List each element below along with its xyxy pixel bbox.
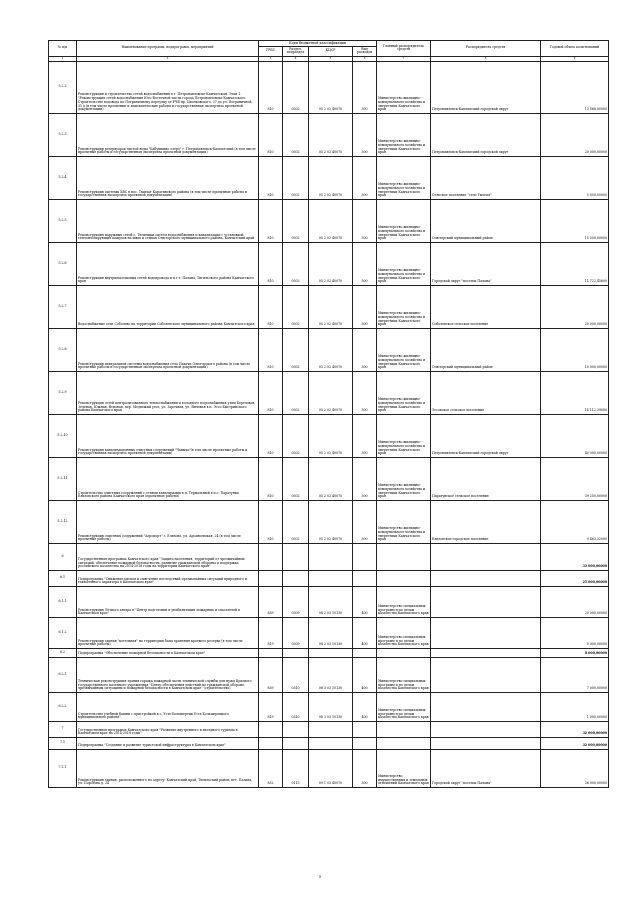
row-glavny [377, 543, 431, 570]
row-number: 5.2.10 [49, 414, 77, 457]
row-razdel: 0309 [283, 586, 309, 617]
table-row [49, 285, 609, 328]
table-row [49, 199, 609, 242]
row-raspor: Паратунское сельское поселение [431, 457, 541, 500]
row-vid [353, 737, 377, 749]
row-ksr [309, 737, 353, 749]
row-grbs: 839 [259, 657, 283, 692]
row-amount: 8 000,00000 [541, 648, 609, 657]
row-amount: 26 000,00000 [541, 749, 609, 787]
budget-table-page [48, 40, 608, 788]
row-glavny: Министерство специальных программ и по делам казачества Камчатского края [377, 617, 431, 648]
row-ksr: 05 2 02 40070 [309, 414, 353, 457]
row-raspor: Петропавловск-Камчатский городской округ [431, 113, 541, 156]
row-number: 5.2.8 [49, 328, 77, 371]
row-vid: 500 [353, 500, 377, 543]
row-glavny: Министерство жилищно-коммунального хозяйства и энергетики Камчатского края [377, 371, 431, 414]
row-amount: 25 000,00000 [541, 570, 609, 586]
row-number: 5.2.2 [49, 61, 77, 113]
row-name: Водоснабжение села Соболево на территории Соболевского муниципального района Камчатского края [77, 285, 259, 328]
row-amount: 40 000,00000 [541, 414, 609, 457]
table-row [49, 737, 609, 749]
table-row [49, 648, 609, 657]
row-raspor: Олюторский муниципальный район [431, 199, 541, 242]
row-number: 7.1 [49, 737, 77, 749]
column-index: 2 [77, 56, 259, 61]
row-amount: 13 568,00000 [541, 61, 609, 113]
row-amount: 20 000,00000 [541, 113, 609, 156]
row-vid [353, 721, 377, 737]
row-grbs: 819 [259, 617, 283, 648]
row-name: Государственная программа Камчатского края "Развитие внутреннего и въездного туризма в Камчатском крае на 2014-2018 годы" [77, 721, 259, 737]
row-amount: 9 463,32000 [541, 500, 609, 543]
row-name: Реконструкция внутрипоселковых сетей водопровода в п.г.т. Палана, Тигильского района Камчатского края [77, 242, 259, 285]
row-name: Подпрограмма "Создание и развитие туристской инфраструктуры в Камчатском крае" [77, 737, 259, 749]
row-raspor: Петропавловск-Камчатский городской округ [431, 61, 541, 113]
row-grbs: 839 [259, 586, 283, 617]
row-amount: 20 000,00000 [541, 586, 609, 617]
table-row [49, 692, 609, 721]
row-ksr [309, 648, 353, 657]
row-amount: 14 112,39000 [541, 371, 609, 414]
row-glavny [377, 737, 431, 749]
row-razdel: 0502 [283, 199, 309, 242]
row-vid: 400 [353, 657, 377, 692]
row-name: Реконструкция наружных сетей с. Тиличики систем водоснабжения и канализации с установкой теплоизолирующих кожухов на швах и стыках Олюторского муниципального района, Камчатский край [77, 199, 259, 242]
row-vid: 400 [353, 617, 377, 648]
row-number: 5.2.4 [49, 156, 77, 199]
col-grbs-header: ГРБС [259, 46, 283, 56]
row-glavny: Министерство специальных программ и по делам казачества Камчатского края [377, 657, 431, 692]
row-number: 6.1 [49, 570, 77, 586]
column-index: 3 [259, 56, 283, 61]
row-razdel: 0310 [283, 692, 309, 721]
row-ksr: 05 2 02 40070 [309, 242, 353, 285]
row-ksr: 05 2 02 40070 [309, 113, 353, 156]
table-row [49, 414, 609, 457]
row-ksr: 05 2 02 40070 [309, 500, 353, 543]
row-grbs: 810 [259, 285, 283, 328]
row-grbs: 810 [259, 457, 283, 500]
row-raspor: Эссовское сельское поселение [431, 371, 541, 414]
row-name: Реконструкция очистных сооружений "Аэропорт" г. Елизово, ул. Арсаньевская, 24 (в том числе проектные работы) [77, 500, 259, 543]
row-razdel: 0502 [283, 113, 309, 156]
row-amount: 1 000,00000 [541, 692, 609, 721]
row-number: 5.2.11 [49, 457, 77, 500]
page-number: 5 [318, 874, 322, 879]
row-razdel: 0502 [283, 457, 309, 500]
row-name: Реконструкция сетей централизованного теплоснабжения и холодного водоснабжения улиц Березовая, Зеленая, Южная, Ясновая, пер. Медвежий угол, ул. Заречная, ул. Янчевая в п. Эссо Быстринского района Камчатского края [77, 371, 259, 414]
row-vid: 500 [353, 749, 377, 787]
table-row [49, 721, 609, 737]
row-name: Реконструкция и строительство сетей водоснабжения в г. Петропавловске-Камчатском. Этап 1. "Реконструкция сетей водоснабжения Юго-Восточной части города Петропавловска-Камчатского. Строительство водовода по Пограничному переулку от РЧВ пр. Циолковского, 37 до ул. Пограничной, 31 а (в том числе проектные и изыскательские работы и государственная экспертиза проектной документации) [77, 61, 259, 113]
row-raspor [431, 721, 541, 737]
row-razdel [283, 737, 309, 749]
col-amount-header: Годовой объем ассигнований [541, 41, 609, 57]
row-glavny: Министерство специальных программ и по делам казачества Камчатского края [377, 586, 431, 617]
row-razdel [283, 648, 309, 657]
row-vid: 500 [353, 457, 377, 500]
row-glavny [377, 648, 431, 657]
table-row [49, 61, 609, 113]
col-glavny-header: Главный распорядитель средств [377, 41, 431, 57]
row-raspor [431, 648, 541, 657]
row-grbs: 810 [259, 371, 283, 414]
row-razdel: 0502 [283, 61, 309, 113]
row-amount: 20 000,00000 [541, 285, 609, 328]
row-razdel [283, 570, 309, 586]
row-amount: 33 000,00000 [541, 543, 609, 570]
row-glavny: Министерство жилищно-коммунального хозяйства и энергетики Камчатского края [377, 199, 431, 242]
column-index: 5 [309, 56, 353, 61]
row-ksr: 08 2 03 10130 [309, 617, 353, 648]
col-codes-header: Коды бюджетной классификации [259, 41, 377, 47]
row-number: 6.2.2 [49, 692, 77, 721]
column-index: 6 [353, 56, 377, 61]
row-name: Реконструкция центральной системы водоснабжения села Пахачи Олюторского района (в том числе проектные работы и государственная экспертиза проектной документации) [77, 328, 259, 371]
row-ksr: 05 2 02 40070 [309, 285, 353, 328]
row-razdel: 0309 [283, 617, 309, 648]
row-number: 6.1.1 [49, 586, 77, 617]
col-ksr-header: КЦСР [309, 46, 353, 56]
row-number: 5.2.5 [49, 199, 77, 242]
row-ksr [309, 721, 353, 737]
row-ksr: 08 3 03 10130 [309, 692, 353, 721]
row-grbs [259, 721, 283, 737]
row-glavny: Министерство жилищно-коммунального хозяйства и энергетики Камчатского края [377, 61, 431, 113]
row-glavny: Министерство жилищно-коммунального хозяйства и энергетики Камчатского края [377, 113, 431, 156]
row-raspor [431, 657, 541, 692]
row-ksr: 05 2 02 40070 [309, 61, 353, 113]
row-grbs: 810 [259, 61, 283, 113]
column-index: 8 [431, 56, 541, 61]
row-raspor: Елизовское городское поселение [431, 500, 541, 543]
row-vid [353, 648, 377, 657]
row-glavny: Министерство жилищно-коммунального хозяйства и энергетики Камчатского края [377, 156, 431, 199]
row-grbs: 810 [259, 500, 283, 543]
row-ksr: 05 2 02 40070 [309, 199, 353, 242]
row-glavny: Министерство жилищно-коммунального хозяйства и энергетики Камчатского края [377, 285, 431, 328]
row-glavny [377, 570, 431, 586]
row-razdel: 0502 [283, 414, 309, 457]
row-raspor: Петропавловск-Камчатский городской округ [431, 414, 541, 457]
row-name: Подпрограмма "Обеспечение пожарной безопасности в Камчатском крае" [77, 648, 259, 657]
row-grbs [259, 570, 283, 586]
row-grbs: 810 [259, 328, 283, 371]
col-vid-header: Вид расходов [353, 46, 377, 56]
row-ksr: 05 2 02 40070 [309, 328, 353, 371]
row-grbs [259, 648, 283, 657]
row-razdel: 0502 [283, 328, 309, 371]
row-grbs: 810 [259, 242, 283, 285]
table-row [49, 617, 609, 648]
row-vid: 500 [353, 285, 377, 328]
row-number: 5.2.7 [49, 285, 77, 328]
row-amount: 32 000,00000 [541, 737, 609, 749]
table-row [49, 457, 609, 500]
row-number: 5.2.3 [49, 113, 77, 156]
row-glavny: Министерство имущественных и земельных отношений Камчатского края [377, 749, 431, 787]
row-grbs [259, 543, 283, 570]
row-razdel: 0502 [283, 242, 309, 285]
row-raspor [431, 570, 541, 586]
row-ksr: 05 2 02 40070 [309, 457, 353, 500]
row-glavny: Министерство жилищно-коммунального хозяйства и энергетики Камчатского края [377, 328, 431, 371]
row-glavny: Министерство жилищно-коммунального хозяйства и энергетики Камчатского края [377, 414, 431, 457]
col-razdel-header: Раздел, подраздел [283, 46, 309, 56]
row-ksr: 05 2 02 40070 [309, 371, 353, 414]
row-ksr [309, 570, 353, 586]
row-amount: 5 000,00000 [541, 156, 609, 199]
table-row [49, 371, 609, 414]
col-raspor-header: Распорядитель средств [431, 41, 541, 57]
row-ksr [309, 543, 353, 570]
row-ksr: 08 2 03 10130 [309, 586, 353, 617]
table-row [49, 113, 609, 156]
table-row [49, 242, 609, 285]
row-raspor [431, 737, 541, 749]
row-razdel [283, 543, 309, 570]
row-number: 6.2 [49, 648, 77, 657]
row-razdel: 0502 [283, 500, 309, 543]
row-raspor [431, 543, 541, 570]
row-razdel: 0310 [283, 657, 309, 692]
row-grbs [259, 737, 283, 749]
row-raspor [431, 617, 541, 648]
row-name: Государственная программа Камчатского края "Защита населения, территорий от чрезвычайных ситуаций, обеспечение пожарной безопасности, развитие гражданской обороны и поддержка российского казачества на 2014-2018 годы на территории Камчатского края" [77, 543, 259, 570]
row-name: Реконструкция канализационных очистных сооружений "Чавыча"(в том числе проектные работы и государственная экспертиза проектной документации) [77, 414, 259, 457]
row-number: 6.2.1 [49, 657, 77, 692]
row-amount: 39 250,00000 [541, 457, 609, 500]
row-amount: 32 000,00000 [541, 721, 609, 737]
row-name: Реконструкция Лётного ангара в "Центр подготовки и реабилитации пожарных и спасателей в Камчатском крае" [77, 586, 259, 617]
row-name: Подпрограмма "Снижение рисков и смягчение последствий чрезвычайных ситуаций природного и техногенного характера в Камчатском крае" [77, 570, 259, 586]
row-grbs: 810 [259, 199, 283, 242]
row-number: 6 [49, 543, 77, 570]
table-row [49, 156, 609, 199]
table-row [49, 328, 609, 371]
row-amount: 15 500,00000 [541, 199, 609, 242]
row-vid: 500 [353, 113, 377, 156]
row-name: Реконструкция резервуаров чистой воды "Бабушкино озеро" г. Петропавловск-Камчатский (в том числе проектные работы и государственная экспертиза проектной документации) [77, 113, 259, 156]
row-grbs: 810 [259, 414, 283, 457]
column-index: 4 [283, 56, 309, 61]
row-raspor: Городской округ "поселок Палана" [431, 242, 541, 285]
row-vid: 500 [353, 242, 377, 285]
row-vid: 500 [353, 199, 377, 242]
column-index: 9 [541, 56, 609, 61]
row-amount: 5 000,00000 [541, 617, 609, 648]
row-ksr: 08 3 03 10130 [309, 657, 353, 692]
row-glavny: Министерство жилищно-коммунального хозяйства и энергетики Камчатского края [377, 242, 431, 285]
row-grbs: 810 [259, 113, 283, 156]
row-grbs: 810 [259, 156, 283, 199]
row-raspor [431, 692, 541, 721]
row-number: 7 [49, 721, 77, 737]
row-vid: 400 [353, 692, 377, 721]
col-num-header: № п/п [49, 41, 77, 57]
budget-allocation-table [48, 40, 609, 788]
row-name: Строительство учебной башни с пристройкой в с. Усть-Большерецк Усть-Большерецкого муниципального района" [77, 692, 259, 721]
row-name: Реконструкция системы ХВС в пос. Тымлат Карагинского района (в том числе проектные работы и государственная экспертиза проектной документации) [77, 156, 259, 199]
column-index: 7 [377, 56, 431, 61]
table-row [49, 570, 609, 586]
row-raspor [431, 586, 541, 617]
row-grbs: 819 [259, 692, 283, 721]
row-name: Реконструкция здания "котельная" на территории базы хранения краевого резерва (в том числе проектные работы) [77, 617, 259, 648]
row-razdel: 0502 [283, 156, 309, 199]
row-amount: 11 722,45600 [541, 242, 609, 285]
row-amount: 10 000,00000 [541, 328, 609, 371]
row-number: 5.2.6 [49, 242, 77, 285]
row-grbs: 832 [259, 749, 283, 787]
row-vid: 500 [353, 328, 377, 371]
table-row [49, 586, 609, 617]
row-raspor: Олюторский муниципальный район [431, 328, 541, 371]
row-name: Реконструкция здания, расположенного по адресу: Камчатский край, Тигильский район, пгт. Палана, ул. Поротова д. 24 [77, 749, 259, 787]
table-row [49, 500, 609, 543]
row-ksr: 05 2 02 40070 [309, 156, 353, 199]
row-vid [353, 543, 377, 570]
row-number: 5.2.12 [49, 500, 77, 543]
row-glavny [377, 721, 431, 737]
row-razdel: 0113 [283, 749, 309, 787]
row-amount: 7 000,00000 [541, 657, 609, 692]
col-name-header: Наименование программ, подпрограмм, мероприятий [77, 41, 259, 57]
row-number: 7.1.1 [49, 749, 77, 787]
column-index: 1 [49, 56, 77, 61]
row-razdel: 0502 [283, 371, 309, 414]
row-vid: 500 [353, 156, 377, 199]
table-body [49, 61, 609, 787]
row-name: Строительство очистных сооружений с сетями канализации в п. Термальный в п.с. Паратунка Елизовского района Камчатского края (проектные работы) [77, 457, 259, 500]
row-vid: 500 [353, 61, 377, 113]
row-name: Техническая реконструкция здания гаража пожарной части технической службы для нужд Краевого государственного казенного учреждения "Центр обеспечения действий по гражданской обороне, чрезвычайным ситуациям и пожарной безопасности в Камчатском крае" (строительство) [77, 657, 259, 692]
row-raspor: Сельское поселение "село Тымлат" [431, 156, 541, 199]
table-row [49, 749, 609, 787]
row-vid: 500 [353, 414, 377, 457]
row-vid: 400 [353, 586, 377, 617]
row-razdel [283, 721, 309, 737]
row-vid [353, 570, 377, 586]
row-glavny: Министерство жилищно-коммунального хозяйства и энергетики Камчатского края [377, 457, 431, 500]
row-vid: 500 [353, 371, 377, 414]
table-row [49, 657, 609, 692]
row-number: 6.1.2 [49, 617, 77, 648]
row-number: 5.2.9 [49, 371, 77, 414]
row-raspor: Соболевское сельское поселение [431, 285, 541, 328]
row-glavny: Министерство специальных программ и по делам казачества Камчатского края [377, 692, 431, 721]
table-row [49, 543, 609, 570]
row-ksr: 09 1 03 40070 [309, 749, 353, 787]
row-raspor: Городской округ "поселок Палана" [431, 749, 541, 787]
row-razdel: 0502 [283, 285, 309, 328]
row-glavny: Министерство жилищно-коммунального хозяйства и энергетики Камчатского края [377, 500, 431, 543]
